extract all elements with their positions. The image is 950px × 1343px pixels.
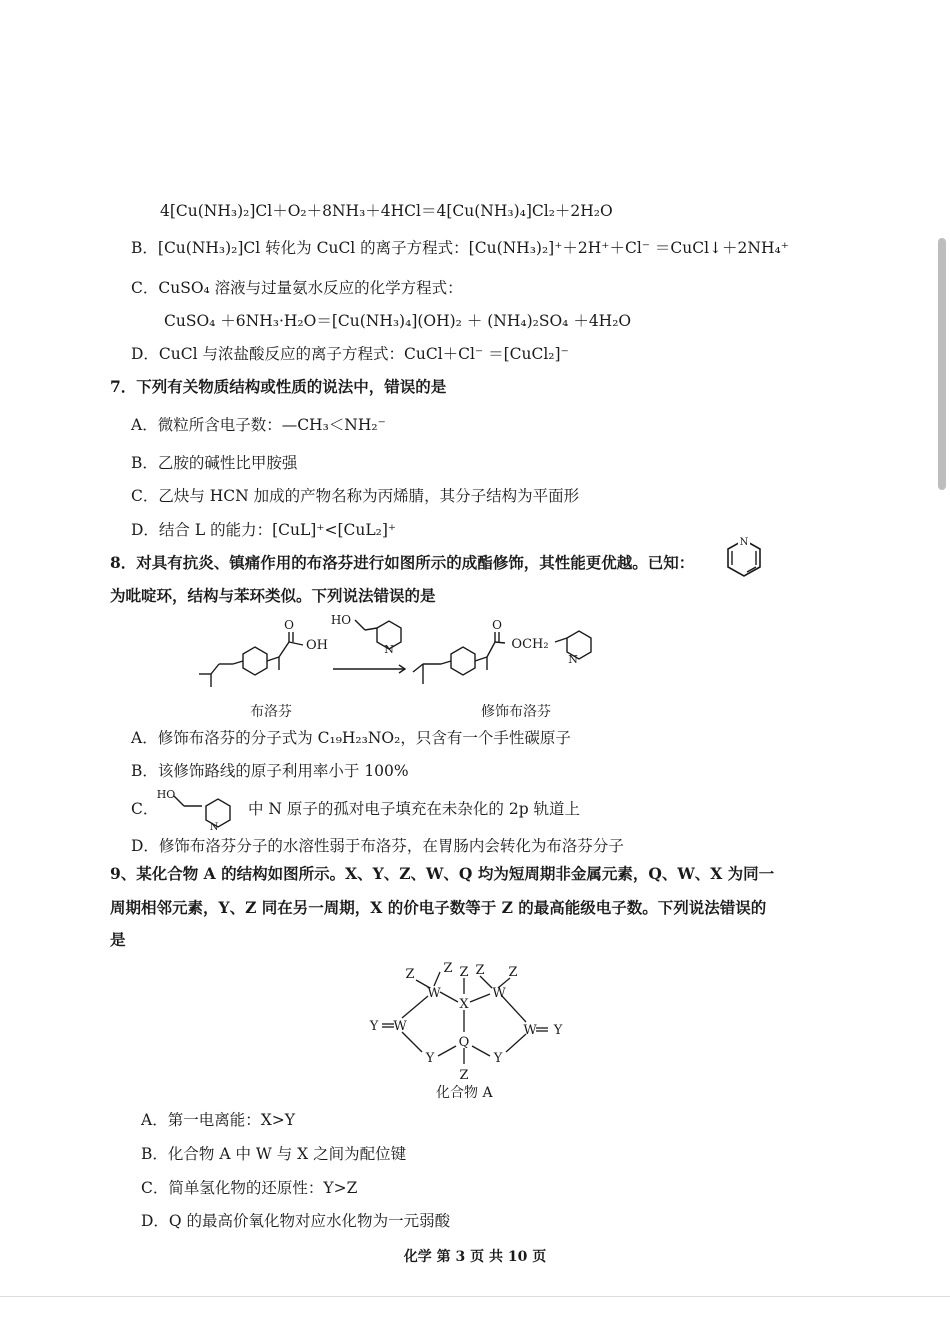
svg-text:X: X xyxy=(459,997,469,1012)
svg-text:N: N xyxy=(384,643,394,656)
ibuprofen-caption: 布洛芬 xyxy=(250,704,292,720)
q6-option-a-equation: 4[Cu(NH₃)₂]Cl＋O₂＋8NH₃＋4HCl＝4[Cu(NH₃)₄]Cl₂＋2H₂O xyxy=(160,202,613,220)
svg-text:Z: Z xyxy=(405,967,415,982)
esterification-scheme-diagram xyxy=(195,612,615,697)
q9-option-d: D．Q 的最高价氧化物对应水化物为一元弱酸 xyxy=(141,1212,451,1230)
vertical-scrollbar[interactable] xyxy=(938,238,946,490)
q9-option-c: C．简单氢化物的还原性：Y>Z xyxy=(141,1179,358,1197)
svg-text:Y: Y xyxy=(493,1051,503,1066)
q8-option-c-text: 中 N 原子的孤对电子填充在未杂化的 2p 轨道上 xyxy=(248,800,581,818)
q8-stem-line2: 为吡啶环，结构与苯环类似。下列说法错误的是 xyxy=(110,586,436,605)
svg-text:Y: Y xyxy=(369,1019,379,1034)
q9-stem-line3: 是 xyxy=(110,930,126,949)
svg-text:O: O xyxy=(284,618,294,632)
compound-a-caption: 化合物 A xyxy=(436,1085,493,1101)
q6-option-b: B．[Cu(NH₃)₂]Cl 转化为 CuCl 的离子方程式：[Cu(NH₃)₂]⁺＋2H⁺＋Cl⁻ ＝CuCl↓＋2NH₄⁺ xyxy=(131,239,789,257)
q7-option-a: A．微粒所含电子数：—CH₃＜NH₂⁻ xyxy=(131,416,386,434)
q8-option-c-prefix: C． xyxy=(131,800,159,818)
q9-option-a: A．第一电离能：X>Y xyxy=(141,1111,295,1129)
svg-text:N: N xyxy=(209,822,219,830)
svg-text:Z: Z xyxy=(459,1068,469,1083)
svg-text:OH: OH xyxy=(306,638,328,653)
svg-text:HO: HO xyxy=(156,788,176,801)
pyridinemethanol-structure-diagram xyxy=(156,786,246,830)
svg-text:Y: Y xyxy=(553,1023,563,1038)
q6-option-d: D．CuCl 与浓盐酸反应的离子方程式：CuCl＋Cl⁻ ＝[CuCl₂]⁻ xyxy=(131,345,569,363)
svg-text:O: O xyxy=(492,618,502,632)
q7-option-c: C．乙炔与 HCN 加成的产物名称为丙烯腈，其分子结构为平面形 xyxy=(131,487,580,505)
q7-stem: 7．下列有关物质结构或性质的说法中，错误的是 xyxy=(110,377,447,396)
q9-stem-line1: 9、某化合物 A 的结构如图所示。X、Y、Z、W、Q 均为短周期非金属元素，Q、W、X 为同一 xyxy=(110,864,775,883)
svg-text:Q: Q xyxy=(458,1035,470,1050)
q8-option-b: B．该修饰路线的原子利用率小于 100% xyxy=(131,762,409,780)
page-footer: 化学 第 3 页 共 10 页 xyxy=(403,1249,547,1265)
svg-text:N: N xyxy=(568,653,578,666)
svg-text:Z: Z xyxy=(475,963,485,978)
svg-text:W: W xyxy=(492,986,506,1001)
q7-option-d: D．结合 L 的能力：[CuL]⁺<[CuL₂]⁺ xyxy=(131,521,397,539)
svg-text:OCH₂: OCH₂ xyxy=(511,637,549,652)
svg-text:W: W xyxy=(427,986,441,1001)
svg-text:W: W xyxy=(393,1019,407,1034)
svg-text:HO: HO xyxy=(330,613,352,627)
svg-text:Z: Z xyxy=(459,965,469,980)
q8-option-a: A．修饰布洛芬的分子式为 C₁₉H₂₃NO₂，只含有一个手性碳原子 xyxy=(131,729,571,747)
compound-a-structure-diagram xyxy=(360,960,570,1085)
q8-stem-line1: 8．对具有抗炎、镇痛作用的布洛芬进行如图所示的成酯修饰，其性能更优越。已知： xyxy=(110,553,695,572)
pyridine-ring-icon xyxy=(722,536,766,580)
page-bottom-edge xyxy=(0,1296,950,1297)
svg-text:W: W xyxy=(523,1023,537,1038)
modified-ibuprofen-caption: 修饰布洛芬 xyxy=(481,704,551,720)
q9-option-b: B．化合物 A 中 W 与 X 之间为配位键 xyxy=(141,1145,407,1163)
svg-text:Z: Z xyxy=(443,961,453,976)
svg-text:Z: Z xyxy=(508,965,518,980)
q6-option-c: C．CuSO₄ 溶液与过量氨水反应的化学方程式： xyxy=(131,279,463,297)
q9-stem-line2: 周期相邻元素，Y、Z 同在另一周期，X 的价电子数等于 Z 的最高能级电子数。下列说法错误的 xyxy=(110,898,767,917)
svg-text:N: N xyxy=(739,537,749,548)
q7-option-b: B．乙胺的碱性比甲胺强 xyxy=(131,454,298,472)
q8-option-d: D．修饰布洛芬分子的水溶性弱于布洛芬，在胃肠内会转化为布洛芬分子 xyxy=(131,837,624,855)
q6-option-c-equation: CuSO₄ ＋6NH₃·H₂O＝[Cu(NH₃)₄](OH)₂ ＋ (NH₄)₂SO₄ ＋4H₂O xyxy=(164,312,632,330)
svg-text:Y: Y xyxy=(425,1051,435,1066)
